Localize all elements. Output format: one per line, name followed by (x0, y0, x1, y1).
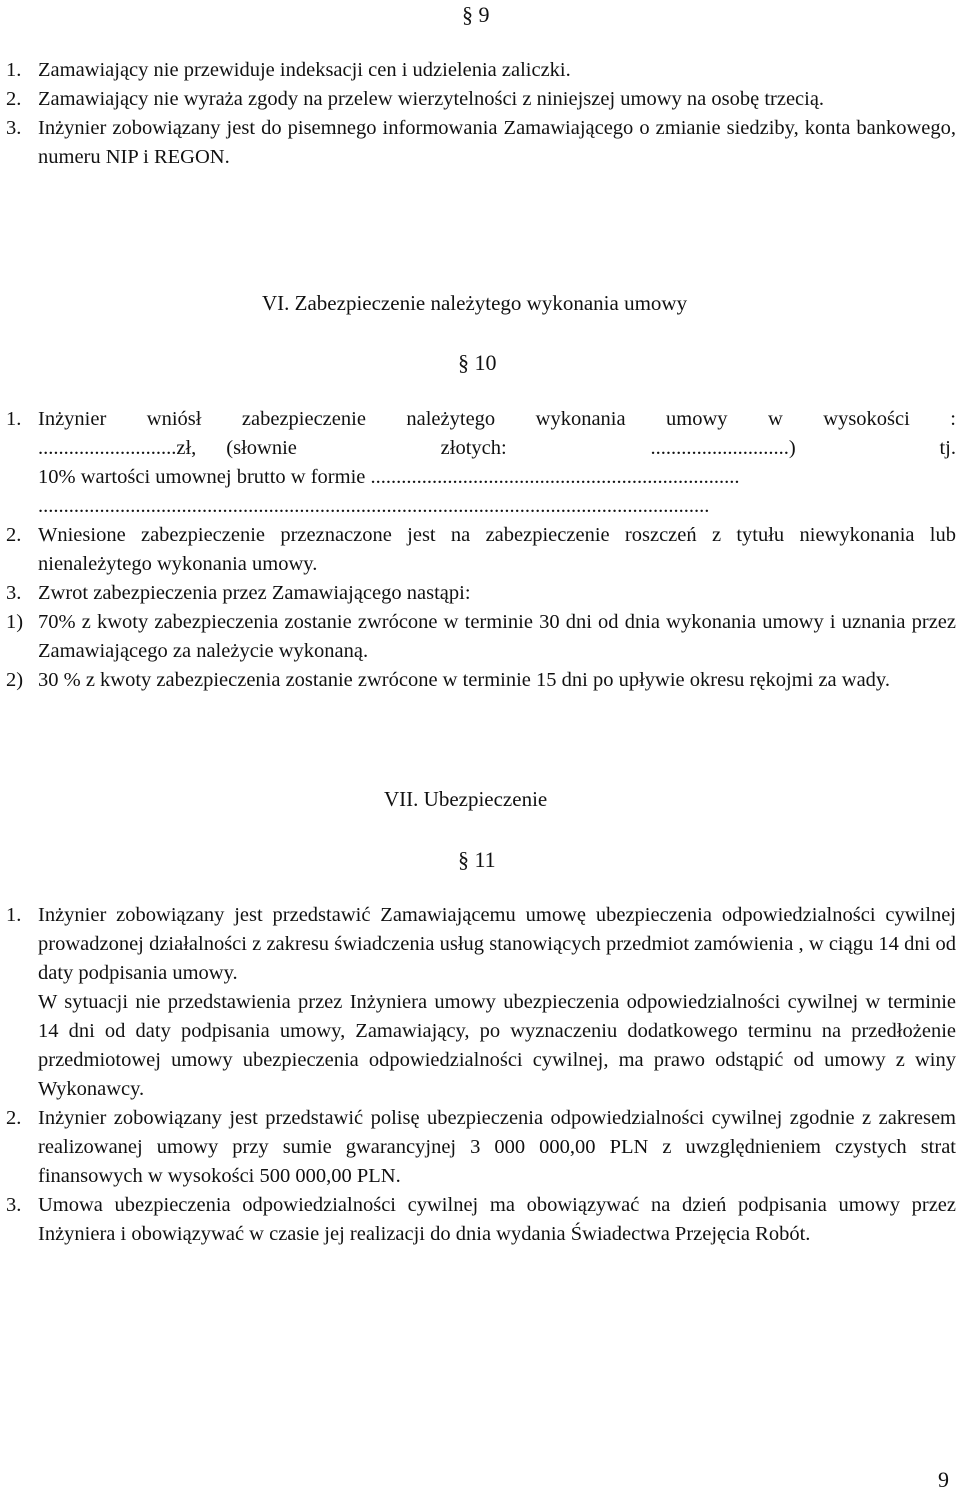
paragraph-9-list (6, 56, 956, 172)
list-item (6, 521, 956, 579)
item-number: 3. (6, 1194, 22, 1216)
item-text: Zamawiający nie przewiduje indeksacji cen i udzielenia zaliczki. (38, 59, 571, 81)
item-text: 30 % z kwoty zabezpieczenia zostanie zwrócone w terminie 15 dni po upływie okresu rękojmi za wady. (38, 669, 890, 691)
item-text: 70% z kwoty zabezpieczenia zostanie zwrócone w terminie 30 dni od dnia wykonania umowy i uznania przez Zamawiającego za należycie wykonaną. (38, 611, 956, 662)
list-item (6, 1191, 956, 1249)
paragraph-11-list (6, 901, 956, 1249)
page-number: 9 (938, 1467, 949, 1492)
paragraph-10-mark: § 10 (458, 350, 497, 375)
item-number: 1. (6, 408, 22, 430)
item-text: Zwrot zabezpieczenia przez Zamawiającego nastąpi: (38, 582, 471, 604)
section-6-title: VI. Zabezpieczenie należytego wykonania umowy (262, 291, 688, 315)
item-number: 2. (6, 1107, 22, 1129)
item-number: 3. (6, 117, 22, 139)
item-number: 1. (6, 59, 22, 81)
list-item (6, 1104, 956, 1191)
item-number: 1) (6, 611, 24, 633)
list-item (6, 579, 956, 608)
item-extra-text: W sytuacji nie przedstawienia przez Inżyniera umowy ubezpieczenia odpowiedzialności cywilnej w terminie 14 dni od daty podpisania umowy, Zamawiający, po wyznaczeniu dodatkowego terminu na przedłożenie przedmiotowej umowy ubezpieczenia odpowiedzialności cywilnej, ma prawo odstąpić od umowy z winy Wykonawcy. (38, 991, 956, 1100)
list-item (6, 901, 956, 1104)
list-item (6, 405, 956, 521)
item-text: Zamawiający nie wyraża zgody na przelew wierzytelności z niniejszej umowy na osobę trzecią. (38, 88, 825, 110)
list-item (6, 85, 956, 114)
item-text: Inżynier zobowiązany jest przedstawić Zamawiającemu umowę ubezpieczenia odpowiedzialności cywilnej prowadzonej działalności z zakresu świadczenia usług stanowiących przedmiot zamówienia , w ciągu 14 dni od daty podpisania umowy. (38, 904, 956, 984)
list-item (6, 56, 956, 85)
section-7-title: VII. Ubezpieczenie (384, 787, 548, 811)
item-number: 2. (6, 88, 22, 110)
amount-words-field: (słownie złotych: ...........................) tj. (226, 437, 956, 459)
list-item (6, 114, 956, 172)
sub-list-item (6, 666, 956, 695)
amount-field: ...........................zł, (38, 437, 197, 459)
item-text: Umowa ubezpieczenia odpowiedzialności cywilnej ma obowiązywać na dzień podpisania umowy przez Inżyniera i obowiązywać w czasie jej realizacji do dnia wydania Świadectwa Przejęcia Robót. (38, 1194, 956, 1245)
item-number: 2. (6, 524, 22, 546)
form-line: 10% wartości umownej brutto w formie ........................................................................ (38, 466, 740, 488)
amount-line (38, 434, 956, 463)
item-text: Inżynier zobowiązany jest do pisemnego informowania Zamawiającego o zmianie siedziby, konta bankowego, numeru NIP i REGON. (38, 117, 956, 168)
paragraph-10-list (6, 405, 956, 695)
item-text: Wniesione zabezpieczenie przeznaczone jest na zabezpieczenie roszczeń z tytułu niewykonania lub nienależytego wykonania umowy. (38, 524, 956, 575)
paragraph-9-mark: § 9 (462, 2, 490, 27)
sub-list-item (6, 608, 956, 666)
item-number: 3. (6, 582, 22, 604)
item-number: 2) (6, 669, 24, 691)
item-text-line: Inżynier wniósł zabezpieczenie należytego wykonania umowy w wysokości : (38, 408, 956, 430)
dotted-line: ................................................................................................................................... (38, 495, 710, 517)
item-number: 1. (6, 904, 22, 926)
paragraph-11-mark: § 11 (458, 847, 496, 872)
item-text: Inżynier zobowiązany jest przedstawić polisę ubezpieczenia odpowiedzialności cywilnej zgodnie z zakresem realizowanej umowy przy sumie gwarancyjnej 3 000 000,00 PLN z uwzględnieniem czystych strat finansowych w wysokości 500 000,00 PLN. (38, 1107, 956, 1187)
